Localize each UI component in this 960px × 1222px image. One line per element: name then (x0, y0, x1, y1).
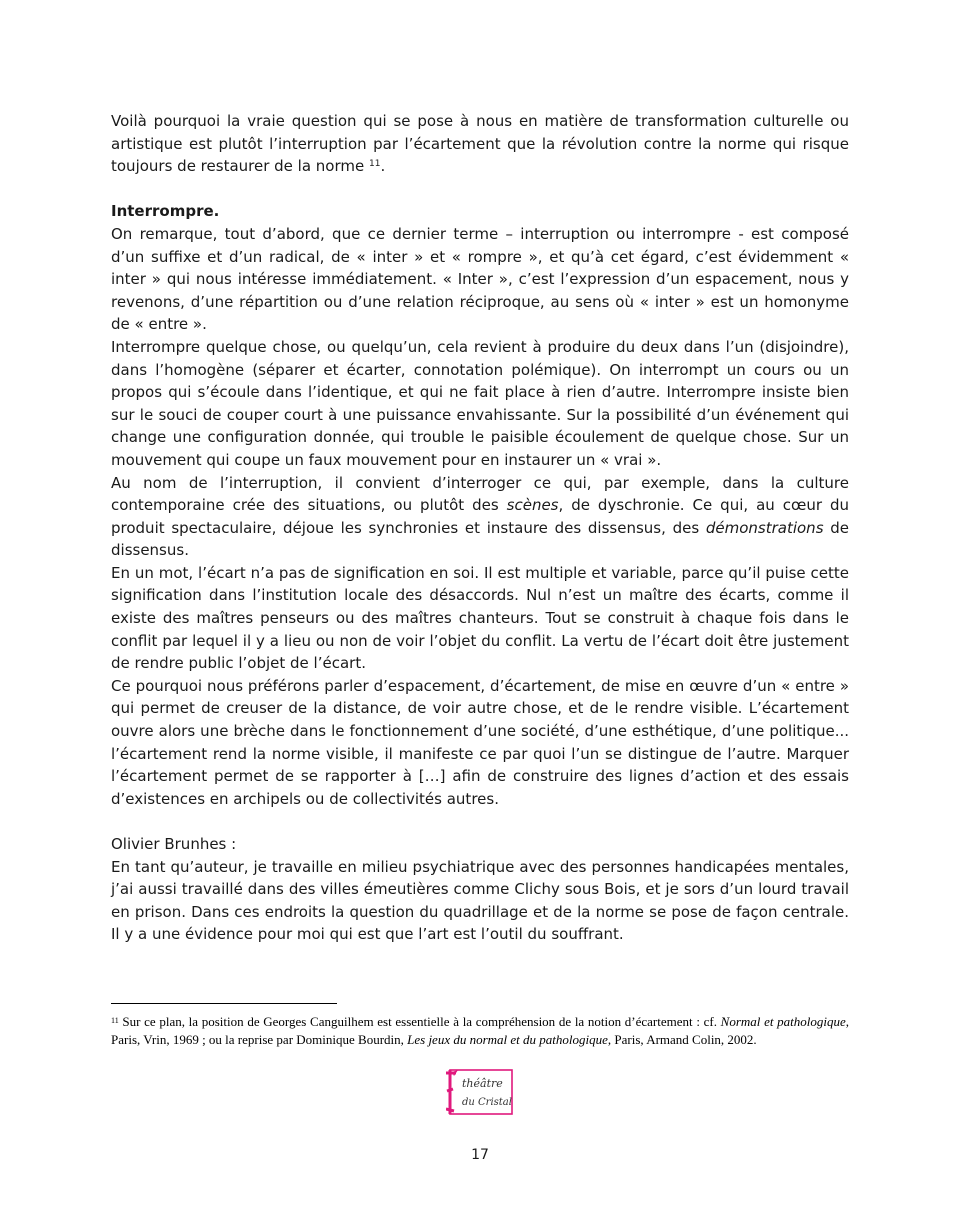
intro-text: Voilà pourquoi la vraie question qui se pose à nous en matière de transformation culturelle ou artistique est plutôt l’interruption par l’écartement que la révolution contre la norme qui risque toujours de restaurer de la norme (111, 112, 849, 176)
intro-paragraph (111, 110, 849, 178)
footnote-title-jeux: Les jeux du normal et du pathologique (407, 1031, 608, 1047)
paragraph-brunhes: En tant qu’auteur, je travaille en milieu psychiatrique avec des personnes handicapées mentales, j’ai aussi travaillé dans des villes émeutières comme Clichy sous Bois, et je sors d’un lourd travail en prison. Dans ces endroits la question du quadrillage et de la norme se pose de façon centrale. Il y a une évidence pour moi qui est que l’art est l’outil du souffrant. (111, 857, 849, 944)
logo-graphic (446, 1067, 516, 1117)
body-text (111, 110, 849, 946)
footnote-reference[interactable]: 11 (369, 159, 381, 170)
p3-emphasis-scenes: scènes (506, 496, 559, 515)
paragraph-ecart: En un mot, l’écart n’a pas de signification en soi. Il est multiple et variable, parce qu’il puise cette signification dans l’institution locale des désaccords. Nul n’est un maître des écarts, comme il existe des maîtres penseurs ou des maîtres chanteurs. Tout se construit à chaque fois dans le conflit par lequel il y a lieu ou non de voir l’objet du conflit. La vertu de l’écart doit être justement de rendre public l’objet de l’écart. (111, 563, 849, 673)
paragraph-interruption (111, 472, 849, 562)
p3-part2: , de dyschronie. Ce qui, au cœur du produit spectaculaire, déjoue les synchronies et instaure des dissensus, des (111, 496, 849, 537)
p3-part1: Au nom de l’interruption, il convient d’interroger ce qui, par exemple, dans la culture contemporaine crée des situations, ou plutôt des (111, 473, 849, 515)
logo-line2: du Cristal (462, 1097, 512, 1108)
footnote-title-normal: Normal et pathologique (720, 1014, 846, 1029)
footnote (111, 1013, 849, 1048)
theatre-du-cristal-logo (446, 1067, 516, 1117)
footnote-part1: Sur ce plan, la position de Georges Canguilhem est essentielle à la compréhension de la notion d’écartement : cf. (118, 1014, 721, 1029)
footnote-part3: , Paris, Armand Colin, 2002. (607, 1031, 757, 1047)
section-heading: Interrompre. (111, 202, 220, 221)
footnote-separator (111, 1003, 337, 1004)
speaker-name: Olivier Brunhes : (111, 835, 237, 853)
paragraph-interrompre: Interrompre quelque chose, ou quelqu’un, cela revient à produire du deux dans l’un (disjoindre), dans l’homogène (séparer et écarter, connotation polémique). On interrompt un cours ou un propos qui s’écoule dans l’identique, et qui ne fait place à rien d’autre. Interrompre insiste bien sur le souci de couper court à une puissance envahissante. Sur la possibilité d’un événement qui change une configuration donnée, qui trouble le paisible écoulement de quelque chose. Sur un mouvement qui coupe un faux mouvement pour en instaurer un « vrai ». (111, 337, 849, 469)
intro-end: . (380, 157, 386, 176)
footnote-number: 11 (111, 1016, 119, 1025)
p3-emphasis-demonstrations: démonstrations (705, 518, 824, 537)
paragraph-espacement: Ce pourquoi nous préférons parler d’espacement, d’écartement, de mise en œuvre d’un « entre » qui permet de creuser de la distance, de voir autre chose, et de le rendre visible. L’écartement ouvre alors une brèche dans le fonctionnement d’une société, d’une esthétique, d’une politique... l’écartement rend la norme visible, il manifeste ce par quoi l’un se distingue de l’autre. Marquer l’écartement permet de se rapporter à […] afin de construire des lignes d’action et des essais d’existences en archipels ou de collectivités autres. (111, 676, 849, 808)
logo-line1: théâtre (462, 1077, 503, 1090)
footnote-part2: , Paris, Vrin, 1969 ; ou la reprise par Dominique Bourdin, (111, 1014, 849, 1047)
paragraph-inter: On remarque, tout d’abord, que ce dernier terme – interruption ou interrompre - est composé d’un suffixe et d’un radical, de « inter » et « rompre », et qu’à cet égard, c’est évidemment « inter » qui nous intéresse immédiatement. « Inter », c’est l’expression d’un espacement, nous y revenons, d’une répartition ou d’une relation réciproque, au sens où « inter » est un homonyme de « entre ». (111, 224, 849, 334)
page-number: 17 (471, 1147, 489, 1163)
p3-part3: de dissensus. (111, 518, 849, 560)
